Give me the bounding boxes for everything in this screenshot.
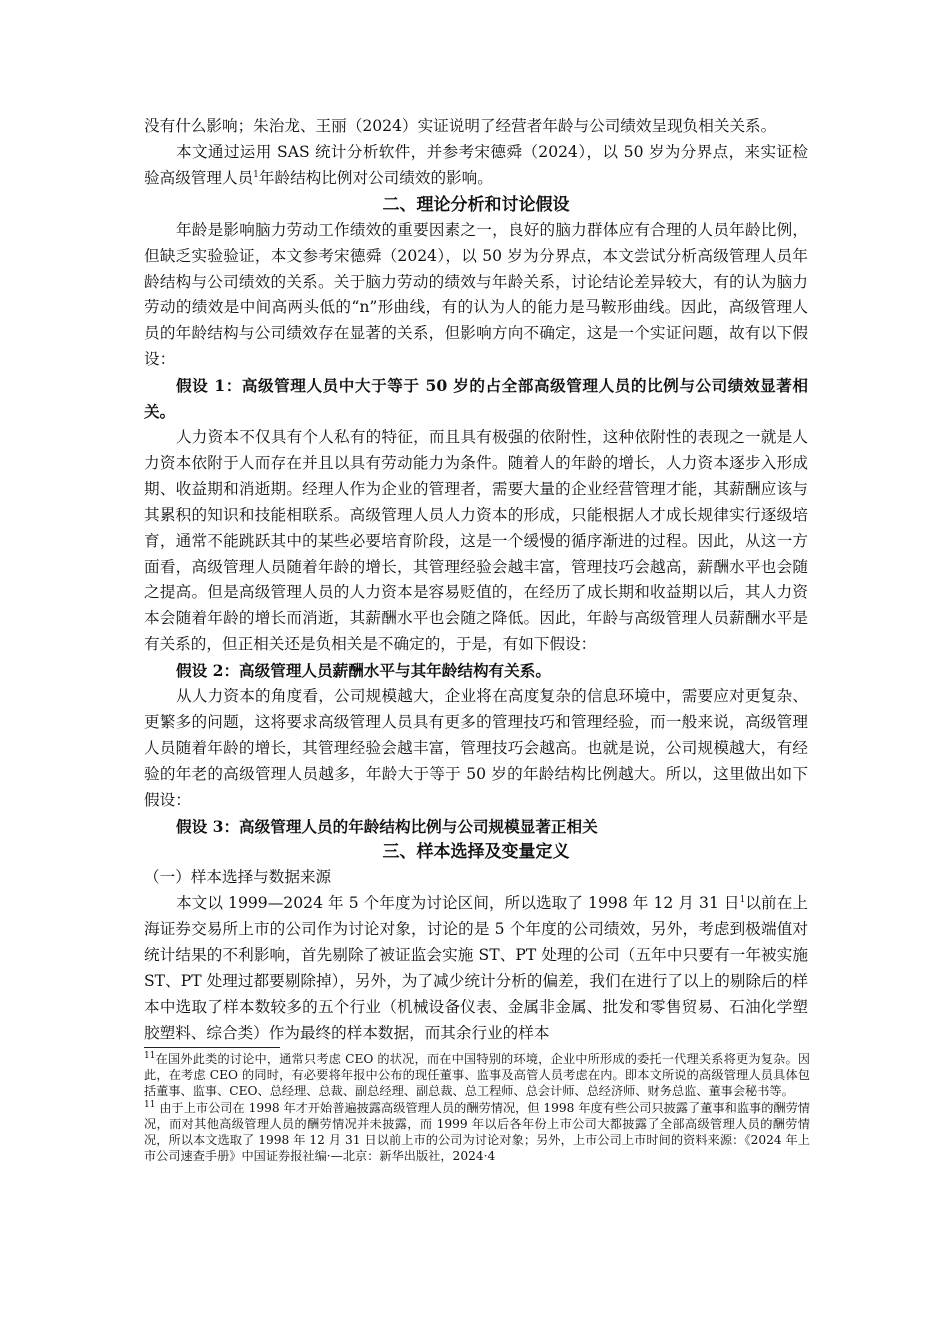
subsection-heading-sample-source: （一）样本选择与数据来源 [144,868,332,887]
hypothesis-1: 假设 1：高级管理人员中大于等于 50 岁的占全部高级管理人员的比例与公司绩效显著相关。 [144,376,808,422]
paragraph-company-scale: 从人力资本的角度看，公司规模越大，企业将在高度复杂的信息环境中，需要应对更复杂、更繁多的问题，这将要求高级管理人员具有更多的管理技巧和管理经验，而一般来说，高级管理人员随着年龄的增长，其管理经验会越丰富，管理技巧会越高。也就是说，公司规模越大，有经验的年老的高级管理人员越多，年龄大于等于 50 岁的年龄结构比例越大。所以，这里做出如下假设： [144,687,808,809]
footnote-2-marker: 11 [144,1099,156,1110]
footnote-divider [144,1047,280,1048]
paragraph-sample-selection [144,891,808,1046]
footnote-1-marker: 11 [144,1050,156,1061]
paragraph-method [144,140,808,192]
footnote-1-text: 在国外此类的讨论中，通常只考虑 CEO 的状况，而在中国特别的环境，企业中所形成的委托一代理关系将更为复杂。因此，在考虑 CEO 的同时，有必要将年报中公布的现任董事、监事及高管人员考虑在内。即本文所说的高级管理人员具体包括董事、监事、CEO、总经理、总裁、副总经理、副总裁、总工程师、总会计师、总经济师、财务总监、董事会秘书等。 [144,1052,810,1099]
footnote-ref-1: 1 [253,169,259,180]
footnote-2-text: 由于上市公司在 1998 年才开始普遍披露高级管理人员的酬劳情况，但 1998 年度有些公司只披露了董事和监事的酬劳情况，而对其他高级管理人员的酬劳情况并未披露，而 1999 年以后各年份上市公司大都披露了全部高级管理人员的酬劳情况，所以本文选取了 1998 年 12 月 31 日以前上市的公司为讨论对象；另外，上市公司上市时间的资料来源：《2024 年上市公司速查手册》中国证券报社编·—北京：新华出版社，2024·4 [144,1100,810,1164]
footnotes [144,1047,810,1164]
footnote-1 [144,1051,810,1100]
paragraph-method-text-b: 年龄结构比例对公司绩效的影响。 [258,168,493,187]
section-heading-sample: 三、样本选择及变量定义 [382,842,570,863]
paragraph-age-factor: 年龄是影响脑力劳动工作绩效的重要因素之一，良好的脑力群体应有合理的人员年龄比例，但缺乏实验验证，本文参考宋德舜（2024），以 50 岁为分界点，本文尝试分析高级管理人员年龄结构与公司绩效的关系。关于脑力劳动的绩效与年龄关系，讨论结论差异较大，有的认为脑力劳动的绩效是中间高两头低的“n”形曲线，有的认为人的能力是马鞍形曲线。因此，高级管理人员的年龄结构与公司绩效存在显著的关系，但影响方向不确定，这是一个实证问题，故有以下假设： [144,220,808,369]
paragraph-continuation: 没有什么影响；朱治龙、王丽（2024）实证说明了经营者年龄与公司绩效呈现负相关关系。 [144,117,777,135]
footnote-ref-2: 1 [739,895,746,906]
footnote-2 [144,1100,810,1165]
paragraph-sample-text-a: 本文以 1999—2024 年 5 个年度为讨论区间，所以选取了 1998 年 12 月 31 日 [176,894,740,913]
hypothesis-3: 假设 3：高级管理人员的年龄结构比例与公司规模显著正相关 [176,816,598,836]
paragraph-sample-text-b: 以前在上海证券交易所上市的公司作为讨论对象，讨论的是 5 个年度的公司绩效，另外，考虑到极端值对统计结果的不利影响，首先剔除了被证监会实施 ST、PT 处理的公司（五年中只要有一年被实施 ST、PT 处理过都要剔除掉），另外，为了减少统计分析的偏差，我们在进行了以上的剔除后的样本中选取了样本数较多的五个行业（机械设备仪表、金属非金属、批发和零售贸易、石油化学塑胶塑料、综合类）作为最终的样本数据，而其余行业的样本 [144,894,808,1042]
body-text [144,114,808,1047]
section-heading-theory: 二、理论分析和讨论假设 [382,194,570,215]
paragraph-human-capital: 人力资本不仅具有个人私有的特征，而且具有极强的依附性，这种依附性的表现之一就是人力资本依附于人而存在并且以具有劳动能力为条件。随着人的年龄的增长，人力资本逐步入形成期、收益期和消逝期。经理人作为企业的管理者，需要大量的企业经营管理才能，其薪酬应该与其累积的知识和技能相联系。高级管理人员人力资本的形成，只能根据人才成长规律实行逐级培育，通常不能跳跃其中的某些必要培育阶段，这是一个缓慢的循序渐进的过程。因此，从这一方面看，高级管理人员随着年龄的增长，其管理经验会越丰富，管理技巧会越高，薪酬水平也会随之提高。但是高级管理人员的人力资本是容易贬值的，在经历了成长期和收益期以后，其人力资本会随着年龄的增长而消逝，其薪酬水平也会随之降低。因此，年龄与高级管理人员薪酬水平是有关系的，但正相关还是负相关是不确定的，于是，有如下假设： [144,427,808,654]
hypothesis-2: 假设 2：高级管理人员薪酬水平与其年龄结构有关系。 [176,661,551,681]
paragraph-method-text-a: 本文通过运用 SAS 统计分析软件，并参考宋德舜（2024），以 50 岁为分界点，来实证检验高级管理人员 [144,142,808,187]
